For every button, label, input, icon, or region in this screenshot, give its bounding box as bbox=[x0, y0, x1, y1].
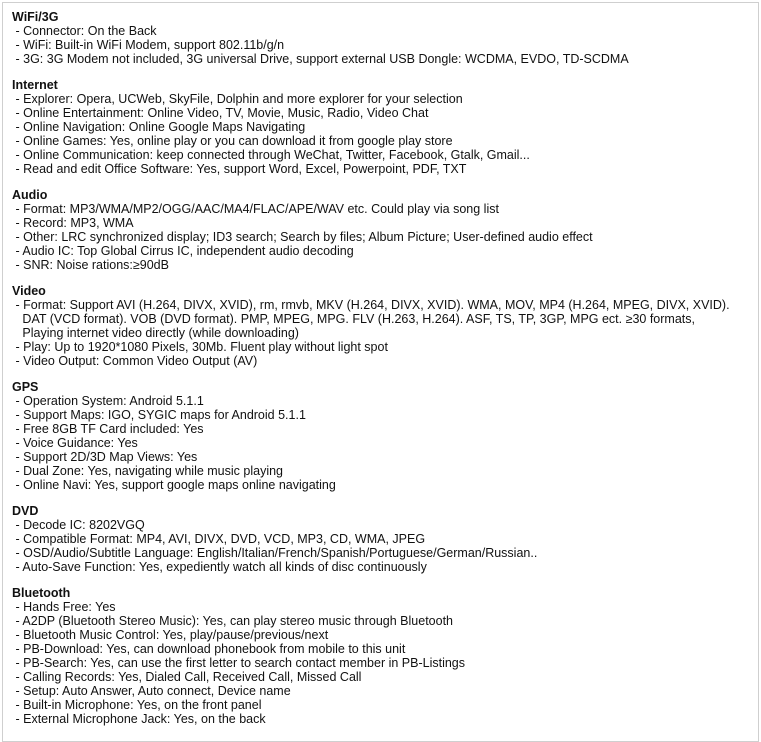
spec-section bbox=[12, 380, 757, 492]
section-title: DVD bbox=[12, 504, 39, 518]
section-title: Internet bbox=[12, 78, 58, 92]
section-title: Video bbox=[12, 284, 46, 298]
spec-document bbox=[12, 10, 757, 738]
spec-item: Playing internet video directly (while downloading) bbox=[12, 326, 299, 340]
spec-item: - External Microphone Jack: Yes, on the back bbox=[12, 712, 266, 726]
spec-item: - Online Navigation: Online Google Maps Navigating bbox=[12, 120, 306, 134]
spec-item: - Format: Support AVI (H.264, DIVX, XVID), rm, rmvb, MKV (H.264, DIVX, XVID). WMA, MOV, MP4 (H.264, MPEG, DIVX, XVID). bbox=[12, 298, 730, 312]
spec-item: - Read and edit Office Software: Yes, support Word, Excel, Powerpoint, PDF, TXT bbox=[12, 162, 467, 176]
section-title: Audio bbox=[12, 188, 48, 202]
spec-item: - Auto-Save Function: Yes, expediently watch all kinds of disc continuously bbox=[12, 560, 427, 574]
spec-item: DAT (VCD format). VOB (DVD format). PMP, MPEG, MPG. FLV (H.263, H.264). ASF, TS, TP, 3GP, MPG ect. ≥30 formats, bbox=[12, 312, 695, 326]
spec-item: - Other: LRC synchronized display; ID3 search; Search by files; Album Picture; User-defined audio effect bbox=[12, 230, 593, 244]
spec-item: - Audio IC: Top Global Cirrus IC, independent audio decoding bbox=[12, 244, 354, 258]
spec-item: - PB-Search: Yes, can use the first letter to search contact member in PB-Listings bbox=[12, 656, 465, 670]
spec-item: - Bluetooth Music Control: Yes, play/pause/previous/next bbox=[12, 628, 329, 642]
spec-section bbox=[12, 284, 757, 368]
spec-item: - OSD/Audio/Subtitle Language: English/Italian/French/Spanish/Portuguese/German/Russian.. bbox=[12, 546, 538, 560]
spec-item: - Hands Free: Yes bbox=[12, 600, 116, 614]
spec-item: - 3G: 3G Modem not included, 3G universal Drive, support external USB Dongle: WCDMA, EVDO, TD-SCDMA bbox=[12, 52, 629, 66]
spec-item: - Voice Guidance: Yes bbox=[12, 436, 138, 450]
spec-item: - Support Maps: IGO, SYGIC maps for Android 5.1.1 bbox=[12, 408, 306, 422]
spec-section bbox=[12, 10, 757, 66]
spec-section bbox=[12, 504, 757, 574]
spec-item: - Support 2D/3D Map Views: Yes bbox=[12, 450, 198, 464]
spec-item: - Play: Up to 1920*1080 Pixels, 30Mb. Fluent play without light spot bbox=[12, 340, 388, 354]
spec-section bbox=[12, 78, 757, 176]
spec-item: - Compatible Format: MP4, AVI, DIVX, DVD, VCD, MP3, CD, WMA, JPEG bbox=[12, 532, 426, 546]
spec-item: - Video Output: Common Video Output (AV) bbox=[12, 354, 258, 368]
document-frame bbox=[2, 2, 759, 742]
spec-item: - Online Navi: Yes, support google maps online navigating bbox=[12, 478, 336, 492]
section-title: Bluetooth bbox=[12, 586, 71, 600]
spec-section bbox=[12, 188, 757, 272]
spec-item: - Online Games: Yes, online play or you can download it from google play store bbox=[12, 134, 453, 148]
spec-item: - Dual Zone: Yes, navigating while music playing bbox=[12, 464, 283, 478]
spec-item: - Decode IC: 8202VGQ bbox=[12, 518, 145, 532]
spec-section bbox=[12, 586, 757, 726]
spec-item: - Operation System: Android 5.1.1 bbox=[12, 394, 204, 408]
spec-item: - Format: MP3/WMA/MP2/OGG/AAC/MA4/FLAC/APE/WAV etc. Could play via song list bbox=[12, 202, 499, 216]
spec-item: - Connector: On the Back bbox=[12, 24, 157, 38]
spec-item: - Explorer: Opera, UCWeb, SkyFile, Dolphin and more explorer for your selection bbox=[12, 92, 463, 106]
spec-item: - Online Communication: keep connected through WeChat, Twitter, Facebook, Gtalk, Gmail... bbox=[12, 148, 530, 162]
section-title: GPS bbox=[12, 380, 39, 394]
spec-item: - SNR: Noise rations:≥90dB bbox=[12, 258, 169, 272]
spec-item: - Online Entertainment: Online Video, TV, Movie, Music, Radio, Video Chat bbox=[12, 106, 429, 120]
spec-item: - Calling Records: Yes, Dialed Call, Received Call, Missed Call bbox=[12, 670, 362, 684]
section-title: WiFi/3G bbox=[12, 10, 59, 24]
spec-item: - PB-Download: Yes, can download phonebook from mobile to this unit bbox=[12, 642, 406, 656]
spec-item: - Record: MP3, WMA bbox=[12, 216, 134, 230]
spec-item: - Free 8GB TF Card included: Yes bbox=[12, 422, 204, 436]
spec-item: - A2DP (Bluetooth Stereo Music): Yes, can play stereo music through Bluetooth bbox=[12, 614, 453, 628]
spec-item: - WiFi: Built-in WiFi Modem, support 802.11b/g/n bbox=[12, 38, 285, 52]
spec-item: - Built-in Microphone: Yes, on the front panel bbox=[12, 698, 262, 712]
spec-item: - Setup: Auto Answer, Auto connect, Device name bbox=[12, 684, 291, 698]
